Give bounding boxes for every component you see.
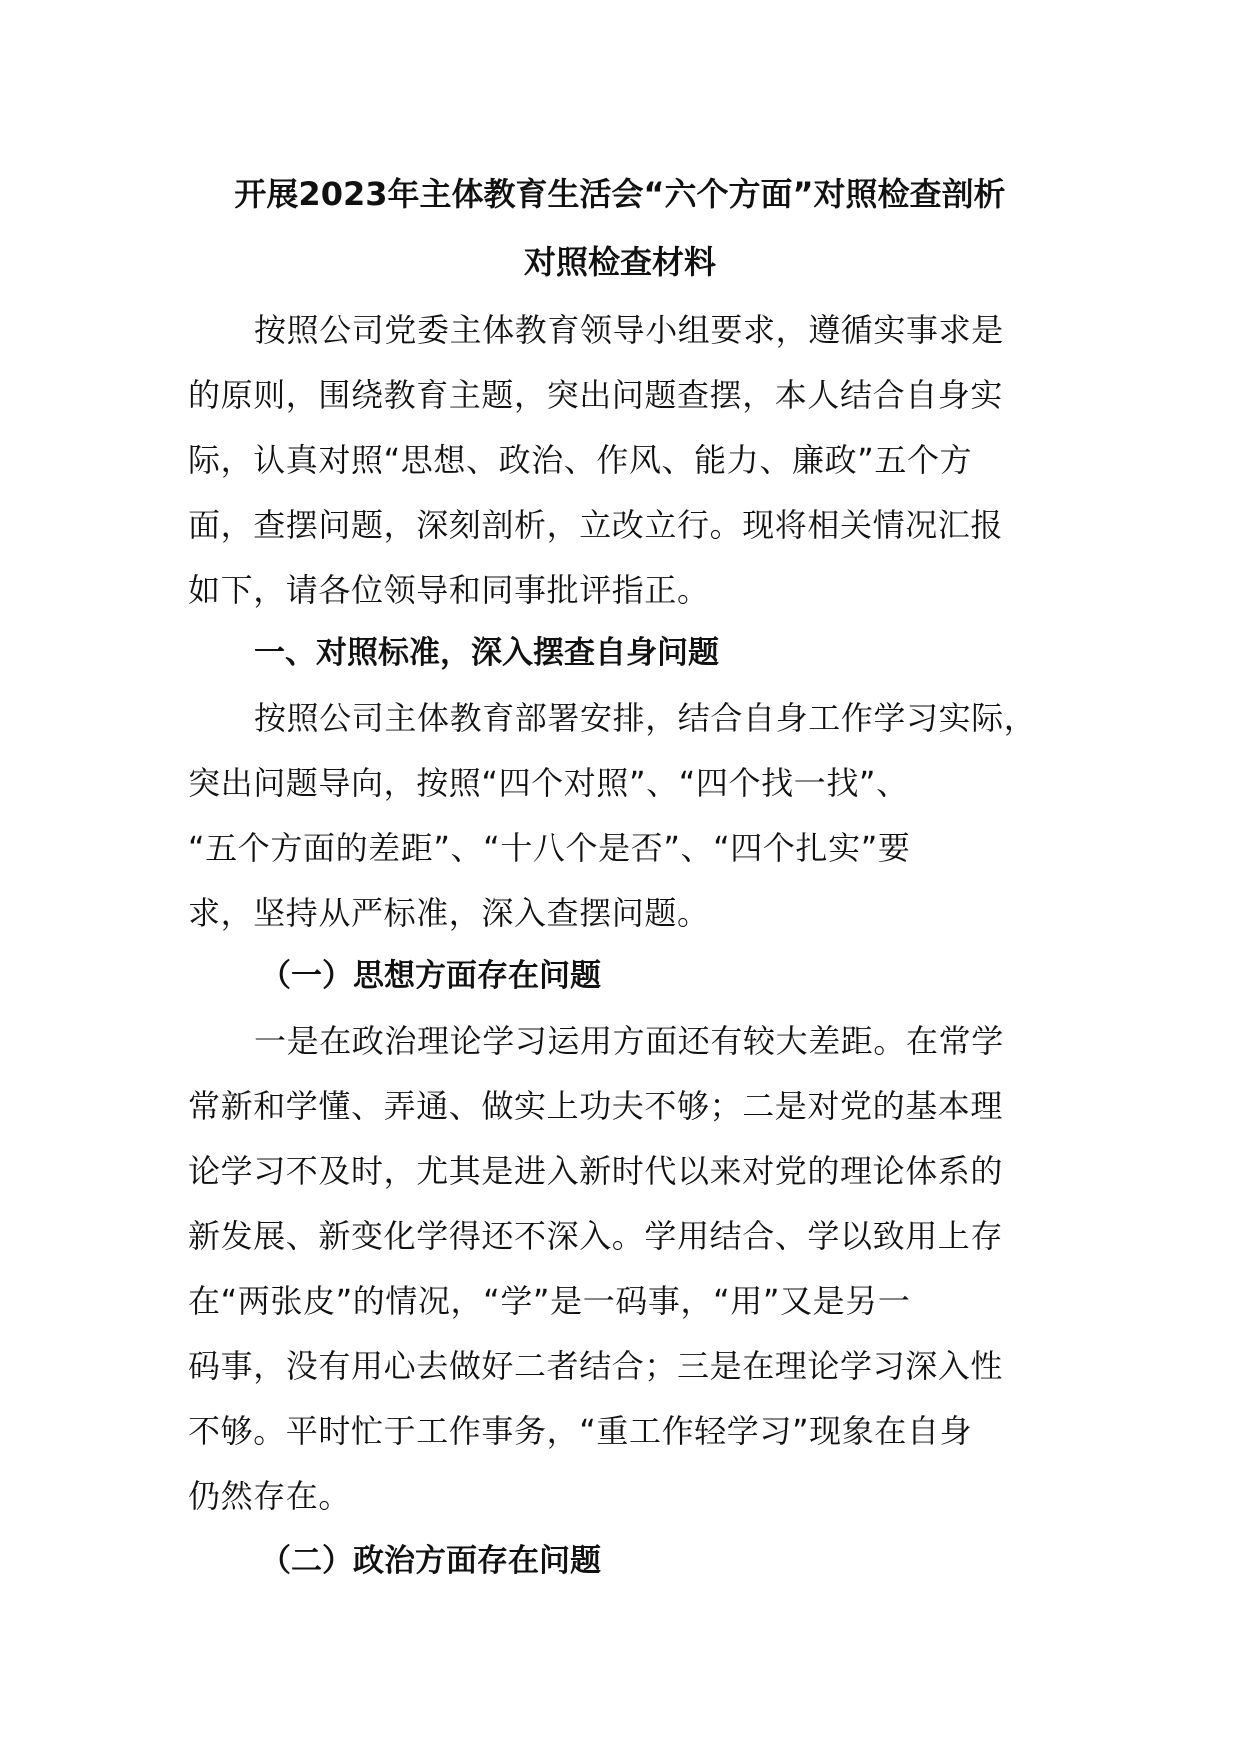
- subsection-1-line-4: 新发展、新变化学得还不深入。学用结合、学以致用上存: [188, 1217, 1004, 1255]
- subsection-1-line-6: 码事，没有用心去做好二者结合；三是在理论学习深入性: [188, 1347, 1004, 1385]
- subsection-1-heading: （一）思想方面存在问题: [260, 958, 601, 994]
- section-1-heading: 一、对照标准，深入摆查自身问题: [254, 635, 719, 671]
- section-1-line-1: 按照公司主体教育部署安排，结合自身工作学习实际，: [254, 699, 1037, 737]
- intro-line-2: 的原则，围绕教育主题，突出问题查摆，本人结合自身实: [188, 376, 1004, 414]
- subsection-1-line-2: 常新和学懂、弄通、做实上功夫不够；二是对党的基本理: [188, 1087, 1004, 1125]
- subsection-2-heading: （二）政治方面存在问题: [260, 1543, 601, 1579]
- subsection-1-line-1: 一是在政治理论学习运用方面还有较大差距。在常学: [254, 1022, 1004, 1060]
- section-1-line-4: 求，坚持从严标准，深入查摆问题。: [188, 894, 710, 932]
- intro-line-5: 如下，请各位领导和同事批评指正。: [188, 571, 710, 609]
- subsection-1-line-7: 不够。平时忙于工作事务，“重工作轻学习”现象在自身: [188, 1412, 973, 1450]
- section-1-line-3: “五个方面的差距”、“十八个是否”、“四个扎实”要: [188, 829, 911, 867]
- document-title-line-2: 对照检查材料: [523, 243, 716, 281]
- intro-line-4: 面，查摆问题，深刻剖析，立改立行。现将相关情况汇报: [188, 506, 1004, 544]
- document-title-line-1: 开展2023年主体教育生活会“六个方面”对照检查剖析: [234, 175, 1006, 213]
- subsection-1-line-5: 在“两张皮”的情况，“学”是一码事，“用”又是另一: [188, 1282, 911, 1320]
- intro-line-1: 按照公司党委主体教育领导小组要求，遵循实事求是: [254, 311, 1004, 349]
- section-1-line-2: 突出问题导向，按照“四个对照”、“四个找一找”、: [188, 764, 909, 802]
- subsection-1-line-3: 论学习不及时，尤其是进入新时代以来对党的理论体系的: [188, 1152, 1004, 1190]
- subsection-1-line-8: 仍然存在。: [188, 1477, 352, 1515]
- intro-line-3: 际，认真对照“思想、政治、作风、能力、廉政”五个方: [188, 441, 973, 479]
